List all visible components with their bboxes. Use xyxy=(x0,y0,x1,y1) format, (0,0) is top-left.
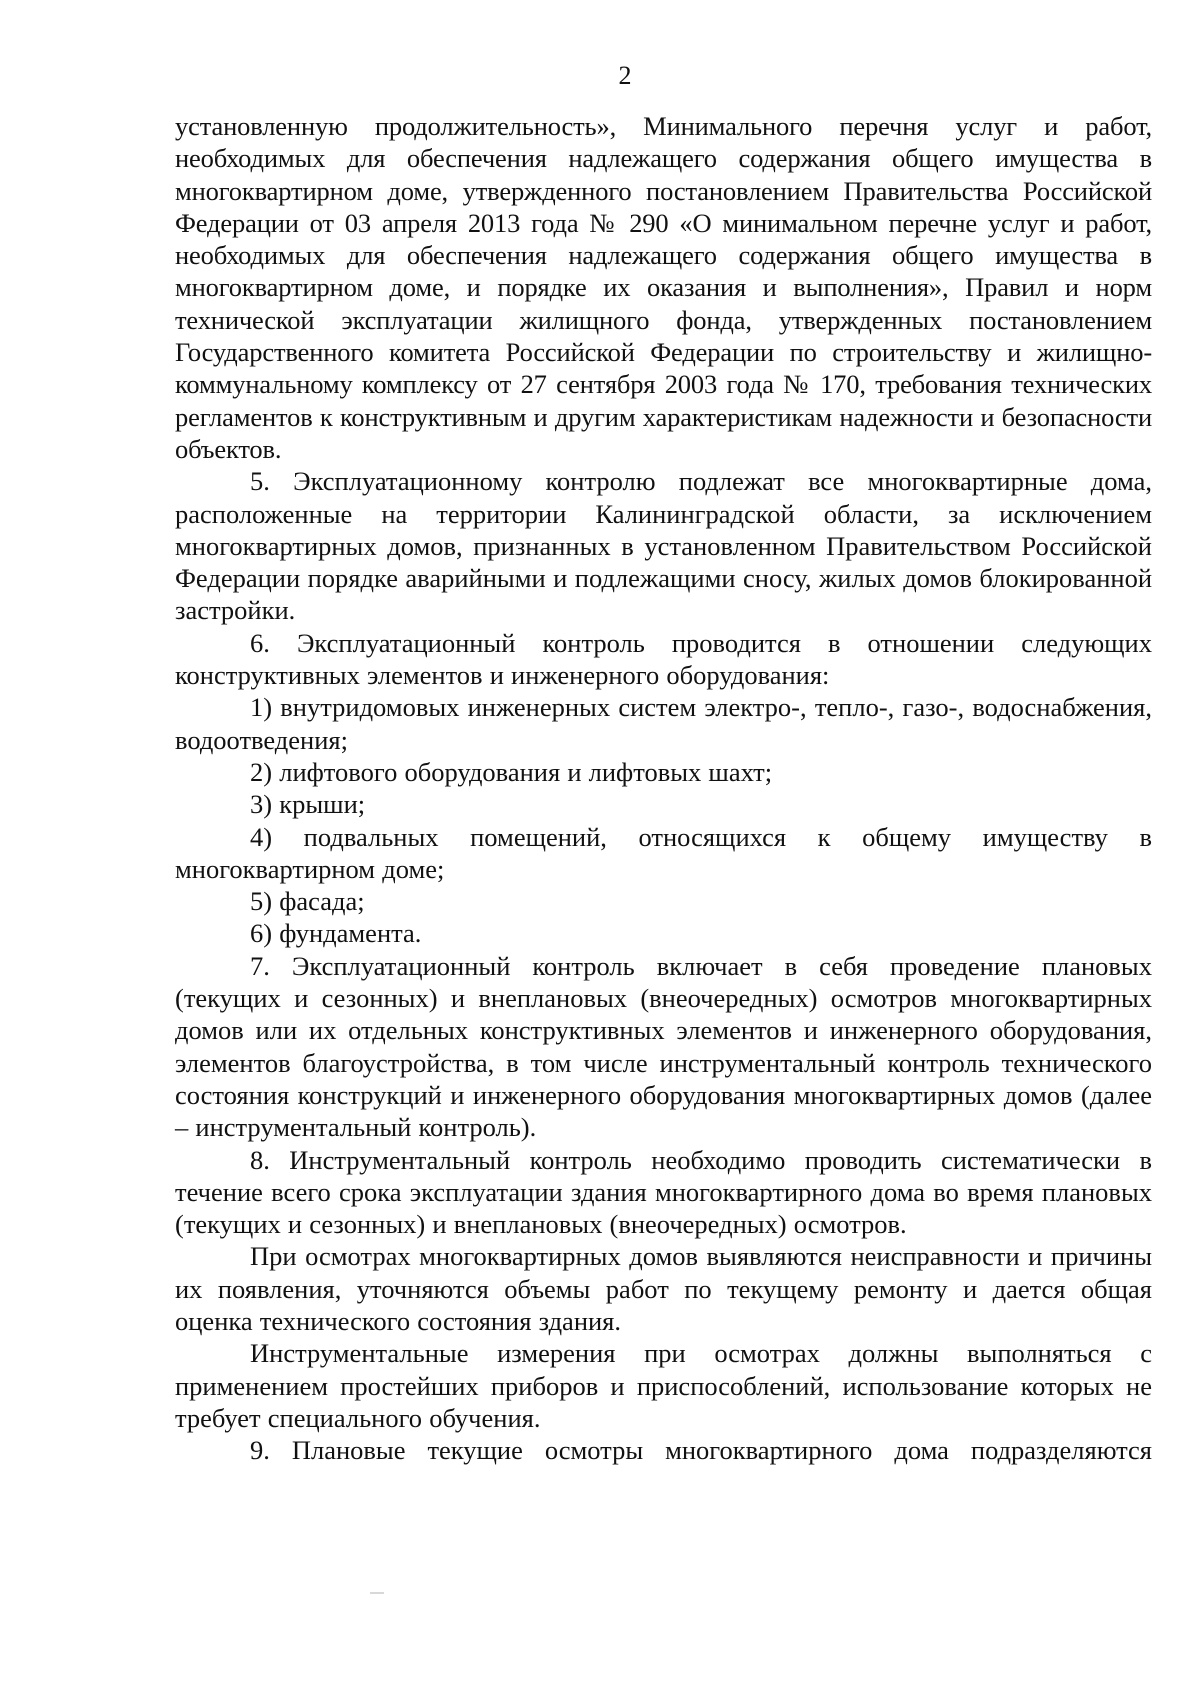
list-item-5: 5) фасада; xyxy=(250,886,365,917)
paragraph-7: 7. Эксплуатационный контроль включает в себя проведение плановых (текущих и сезонных) и внеплановых (внеочередных) осмотров многоквартирных домов или их отдельных конструктивных элементов и инженерного оборудования, элементов благоустройства, в том числе инструментальный контроль технического состояния конструкций и инженерного оборудования многоквартирных домов (далее – инструментальный контроль). xyxy=(175,950,1152,1143)
paragraph-6: 6. Эксплуатационный контроль проводится в отношении следующих конструктивных элементов и инженерного оборудования: xyxy=(175,627,1152,691)
page-number: 2 xyxy=(618,61,632,90)
paragraph-9: 9. Плановые текущие осмотры многоквартирного дома подразделяются xyxy=(250,1435,1152,1466)
list-item-1: 1) внутридомовых инженерных систем электро-, тепло-, газо-, водоснабжения, водоотведения; xyxy=(175,692,1152,755)
list-item-2: 2) лифтового оборудования и лифтовых шахт; xyxy=(250,756,773,787)
scan-mark xyxy=(370,1592,384,1594)
paragraph-inspections: При осмотрах многоквартирных домов выявляются неисправности и причины их появления, уточняются объемы работ по текущему ремонту и дается общая оценка технического состояния здания. xyxy=(175,1241,1152,1336)
paragraph-measurements: Инструментальные измерения при осмотрах должны выполняться с применением простейших приборов и приспособлений, использование которых не требует специального обучения. xyxy=(175,1338,1152,1433)
document-body xyxy=(175,110,1152,1466)
paragraph-continuation: установленную продолжительность», Минимального перечня услуг и работ, необходимых для обеспечения надлежащего содержания общего имущества в многоквартирном доме, утвержденного постановлением Правительства Российской Федерации от 03 апреля 2013 года № 290 «О минимальном перечне услуг и работ, необходимых для обеспечения надлежащего содержания общего имущества в многоквартирном доме, и порядке их оказания и выполнения», Правил и норм технической эксплуатации жилищного фонда, утвержденных постановлением Государственного комитета Российской Федерации по строительству и жилищно-коммунальному комплексу от 27 сентября 2003 года № 170, требования технических регламентов к конструктивным и другим характеристикам надежности и безопасности объектов. xyxy=(175,111,1152,464)
paragraph-5: 5. Эксплуатационному контролю подлежат все многоквартирные дома, расположенные на территории Калининградской области, за исключением многоквартирных домов, признанных в установленном Правительством Российской Федерации порядке аварийными и подлежащими сносу, жилых домов блокированной застройки. xyxy=(175,466,1152,626)
list-item-3: 3) крыши; xyxy=(250,789,366,820)
list-item-6: 6) фундамента. xyxy=(250,918,422,949)
list-item-4: 4) подвальных помещений, относящихся к общему имуществу в многоквартирном доме; xyxy=(175,821,1152,884)
paragraph-8: 8. Инструментальный контроль необходимо проводить систематически в течение всего срока эксплуатации здания многоквартирного дома во время плановых (текущих и сезонных) и внеплановых (внеочередных) осмотров. xyxy=(175,1144,1152,1240)
